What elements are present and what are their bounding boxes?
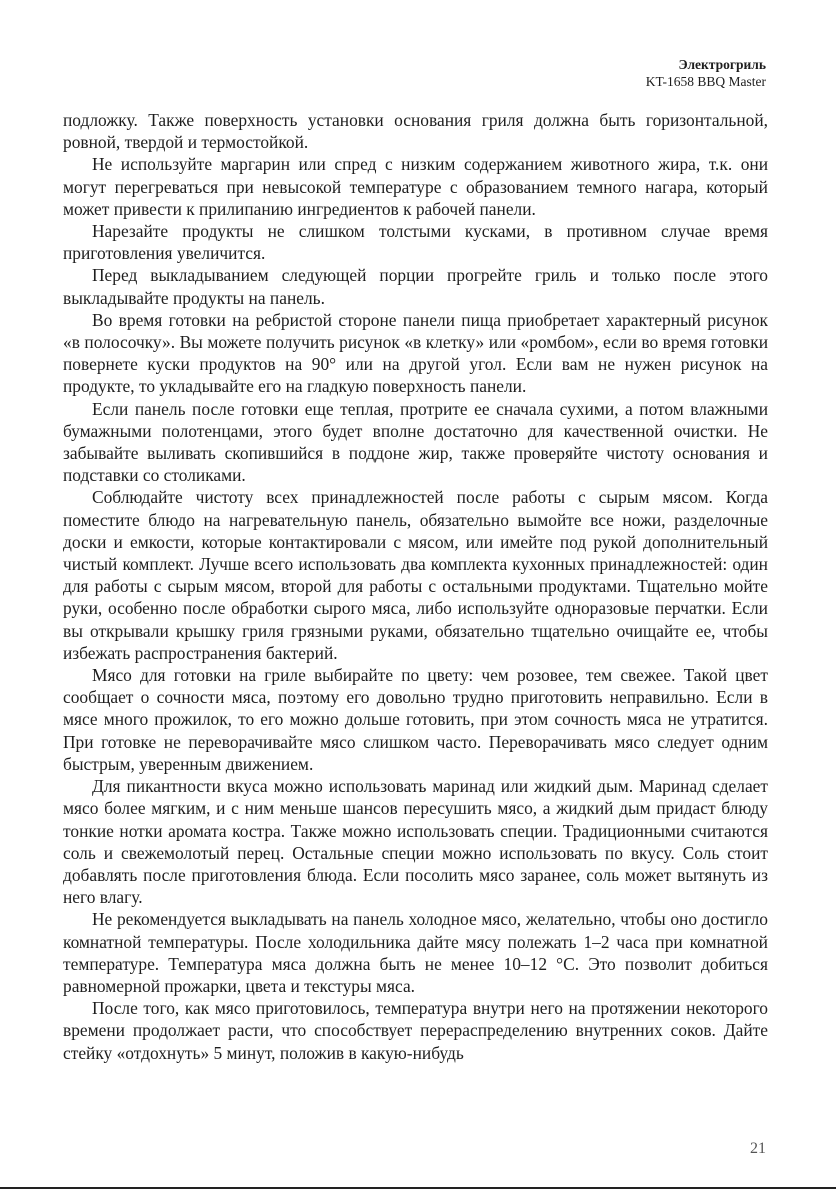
paragraph-cleaning: Если панель после готовки еще теплая, протрите ее сначала сухими, а потом влажными бумажными полотенцами, этого будет вполне достаточно для качественной очистки. Не забывайте выливать скопившийся в поддоне жир, также проверяйте чистоту основания и подставки со столиками. (63, 398, 768, 486)
page-header (646, 56, 766, 90)
body-text (63, 109, 768, 1064)
paragraph-hygiene: Соблюдайте чистоту всех принадлежностей после работы с сырым мясом. Когда поместите блюдо на нагревательную панель, обязательно вымойте все ножи, разделочные доски и емкости, которые контактировали с мясом, или имейте под рукой дополнительный чистый комплект. Лучше всего использовать два комплекта кухонных принадлежностей: один для работы с сырым мясом, второй для работы с остальными продуктами. Тщательно мойте руки, особенно после обработки сырого мяса, либо используйте одноразовые перчатки. Если вы открывали крышку гриля грязными руками, обязательно тщательно очищайте ее, чтобы избежать распространения бактерий. (63, 487, 768, 663)
paragraph-slicing: Нарезайте продукты не слишком толстыми кусками, в противном случае время приготовления увеличится. (63, 221, 768, 264)
paragraph-grill-surface: подложку. Также поверхность установки основания гриля должна быть горизонтальной, ровной, твердой и термостойкой. (63, 110, 768, 153)
product-name: Электрогриль (678, 57, 766, 72)
paragraph-marinade: Для пикантности вкуса можно использовать маринад или жидкий дым. Маринад сделает мясо более мягким, и с ним меньше шансов пересушить мясо, а жидкий дым придаст блюду тонкие нотки аромата костра. Также можно использовать специи. Традиционными считаются соль и свежемолотый перец. Остальные специи можно использовать по вкусу. Соль стоит добавлять после приготовления блюда. Если посолить мясо заранее, соль может вытянуть из него влагу. (63, 776, 768, 908)
paragraph-meat-choice: Мясо для готовки на гриле выбирайте по цвету: чем розовее, тем свежее. Такой цвет сообщает о сочности мяса, поэтому его довольно трудно приготовить неправильно. Если в мясе много прожилок, то его можно дольше готовить, при этом сочность мяса не утратится. При готовке не переворачивайте мясо слишком часто. Переворачивать мясо следует одним быстрым, уверенным движением. (63, 665, 768, 774)
paragraph-grill-pattern: Во время готовки на ребристой стороне панели пища приобретает характерный рисунок «в полосочку». Вы можете получить рисунок «в клетку» или «ромбом», если во время готовки повернете куски продуктов на 90° или на другой угол. Если вам не нужен рисунок на продукте, то укладывайте его на гладкую поверхность панели. (63, 309, 768, 397)
page-number: 21 (750, 1140, 766, 1157)
paragraph-meat-temperature: Не рекомендуется выкладывать на панель холодное мясо, желательно, чтобы оно достигло комнатной температуры. После холодильника дайте мясу полежать 1–2 часа при комнатной температуре. Температура мяса должна быть не менее 10–12 °C. Это позволит добиться равномерной прожарки, цвета и текстуры мяса. (63, 909, 768, 996)
product-model: KT-1658 BBQ Master (645, 74, 766, 89)
bottom-divider (0, 1187, 836, 1189)
paragraph-margarine: Не используйте маргарин или спред с низким содержанием животного жира, т.к. они могут перегреваться при невысокой температуре с образованием темного нагара, который может привести к прилипанию ингредиентов к рабочей панели. (63, 154, 768, 219)
paragraph-resting: После того, как мясо приготовилось, температура внутри него на протяжении некоторого времени продолжает расти, что способствует перераспределению внутренних соков. Дайте стейку «отдохнуть» 5 минут, положив в какую-нибудь (63, 998, 768, 1063)
paragraph-preheat: Перед выкладыванием следующей порции прогрейте гриль и только после этого выкладывайте продукты на панель. (63, 265, 768, 308)
